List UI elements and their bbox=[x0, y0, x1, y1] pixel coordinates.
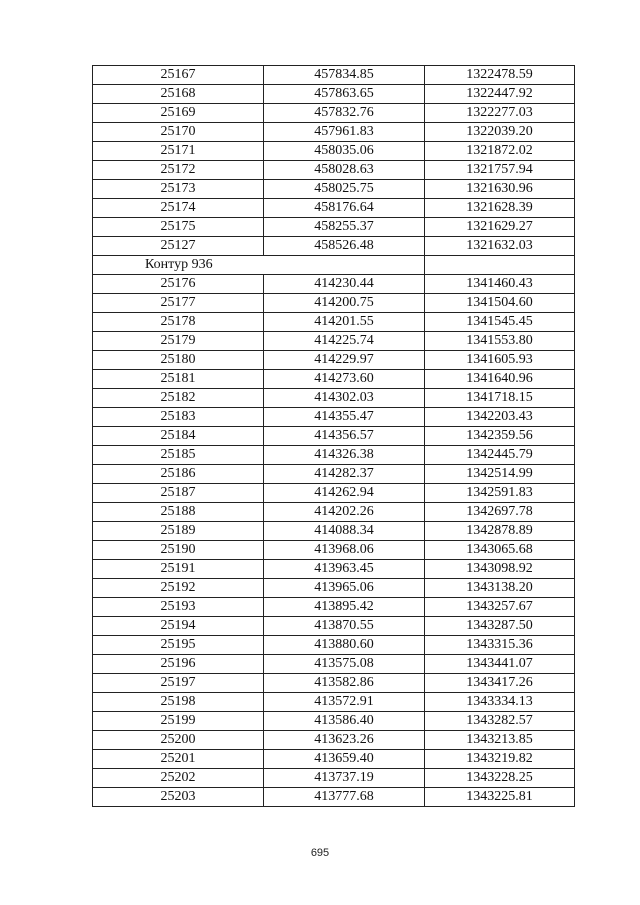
x-coordinate-cell: 413572.91 bbox=[264, 693, 425, 712]
table-row bbox=[93, 636, 575, 655]
table-row bbox=[93, 750, 575, 769]
section-label: Контур 936 bbox=[93, 256, 425, 275]
y-coordinate-cell: 1322039.20 bbox=[425, 123, 575, 142]
y-coordinate-cell: 1343228.25 bbox=[425, 769, 575, 788]
y-coordinate-cell: 1343334.13 bbox=[425, 693, 575, 712]
table-row bbox=[93, 142, 575, 161]
point-number-cell: 25195 bbox=[93, 636, 264, 655]
point-number-cell: 25187 bbox=[93, 484, 264, 503]
point-number-cell: 25167 bbox=[93, 66, 264, 85]
x-coordinate-cell: 413623.26 bbox=[264, 731, 425, 750]
x-coordinate-cell: 458526.48 bbox=[264, 237, 425, 256]
point-number-cell: 25185 bbox=[93, 446, 264, 465]
y-coordinate-cell: 1341545.45 bbox=[425, 313, 575, 332]
empty-cell bbox=[425, 256, 575, 275]
y-coordinate-cell: 1343257.67 bbox=[425, 598, 575, 617]
y-coordinate-cell: 1341460.43 bbox=[425, 275, 575, 294]
table-row bbox=[93, 104, 575, 123]
y-coordinate-cell: 1343138.20 bbox=[425, 579, 575, 598]
point-number-cell: 25186 bbox=[93, 465, 264, 484]
y-coordinate-cell: 1342591.83 bbox=[425, 484, 575, 503]
table-row bbox=[93, 389, 575, 408]
table-row bbox=[93, 199, 575, 218]
point-number-cell: 25175 bbox=[93, 218, 264, 237]
x-coordinate-cell: 414356.57 bbox=[264, 427, 425, 446]
table-row bbox=[93, 712, 575, 731]
table-row bbox=[93, 788, 575, 807]
table-row bbox=[93, 655, 575, 674]
y-coordinate-cell: 1342445.79 bbox=[425, 446, 575, 465]
y-coordinate-cell: 1343287.50 bbox=[425, 617, 575, 636]
y-coordinate-cell: 1321630.96 bbox=[425, 180, 575, 199]
point-number-cell: 25203 bbox=[93, 788, 264, 807]
x-coordinate-cell: 414229.97 bbox=[264, 351, 425, 370]
x-coordinate-cell: 414326.38 bbox=[264, 446, 425, 465]
table-row bbox=[93, 237, 575, 256]
x-coordinate-cell: 414200.75 bbox=[264, 294, 425, 313]
table-row bbox=[93, 693, 575, 712]
x-coordinate-cell: 413965.06 bbox=[264, 579, 425, 598]
point-number-cell: 25193 bbox=[93, 598, 264, 617]
y-coordinate-cell: 1341553.80 bbox=[425, 332, 575, 351]
point-number-cell: 25183 bbox=[93, 408, 264, 427]
point-number-cell: 25194 bbox=[93, 617, 264, 636]
x-coordinate-cell: 413575.08 bbox=[264, 655, 425, 674]
x-coordinate-cell: 413582.86 bbox=[264, 674, 425, 693]
point-number-cell: 25199 bbox=[93, 712, 264, 731]
point-number-cell: 25179 bbox=[93, 332, 264, 351]
table-row bbox=[93, 560, 575, 579]
table-row bbox=[93, 275, 575, 294]
point-number-cell: 25174 bbox=[93, 199, 264, 218]
table-row bbox=[93, 351, 575, 370]
x-coordinate-cell: 413777.68 bbox=[264, 788, 425, 807]
x-coordinate-cell: 413880.60 bbox=[264, 636, 425, 655]
y-coordinate-cell: 1321632.03 bbox=[425, 237, 575, 256]
x-coordinate-cell: 457863.65 bbox=[264, 85, 425, 104]
point-number-cell: 25200 bbox=[93, 731, 264, 750]
x-coordinate-cell: 414201.55 bbox=[264, 313, 425, 332]
table-row bbox=[93, 123, 575, 142]
y-coordinate-cell: 1322277.03 bbox=[425, 104, 575, 123]
table-row bbox=[93, 332, 575, 351]
x-coordinate-cell: 414282.37 bbox=[264, 465, 425, 484]
point-number-cell: 25169 bbox=[93, 104, 264, 123]
table-row bbox=[93, 598, 575, 617]
x-coordinate-cell: 413968.06 bbox=[264, 541, 425, 560]
y-coordinate-cell: 1343441.07 bbox=[425, 655, 575, 674]
x-coordinate-cell: 413737.19 bbox=[264, 769, 425, 788]
x-coordinate-cell: 414225.74 bbox=[264, 332, 425, 351]
y-coordinate-cell: 1341640.96 bbox=[425, 370, 575, 389]
point-number-cell: 25190 bbox=[93, 541, 264, 560]
table-row bbox=[93, 370, 575, 389]
y-coordinate-cell: 1343219.82 bbox=[425, 750, 575, 769]
point-number-cell: 25198 bbox=[93, 693, 264, 712]
table-row bbox=[93, 541, 575, 560]
y-coordinate-cell: 1343213.85 bbox=[425, 731, 575, 750]
x-coordinate-cell: 414262.94 bbox=[264, 484, 425, 503]
point-number-cell: 25176 bbox=[93, 275, 264, 294]
x-coordinate-cell: 413870.55 bbox=[264, 617, 425, 636]
point-number-cell: 25172 bbox=[93, 161, 264, 180]
table-row bbox=[93, 503, 575, 522]
x-coordinate-cell: 414355.47 bbox=[264, 408, 425, 427]
table-row bbox=[93, 617, 575, 636]
y-coordinate-cell: 1341504.60 bbox=[425, 294, 575, 313]
point-number-cell: 25180 bbox=[93, 351, 264, 370]
y-coordinate-cell: 1342878.89 bbox=[425, 522, 575, 541]
x-coordinate-cell: 414088.34 bbox=[264, 522, 425, 541]
point-number-cell: 25168 bbox=[93, 85, 264, 104]
y-coordinate-cell: 1343417.26 bbox=[425, 674, 575, 693]
point-number-cell: 25188 bbox=[93, 503, 264, 522]
table-row bbox=[93, 446, 575, 465]
point-number-cell: 25127 bbox=[93, 237, 264, 256]
table-row bbox=[93, 180, 575, 199]
point-number-cell: 25173 bbox=[93, 180, 264, 199]
point-number-cell: 25184 bbox=[93, 427, 264, 446]
point-number-cell: 25177 bbox=[93, 294, 264, 313]
point-number-cell: 25170 bbox=[93, 123, 264, 142]
point-number-cell: 25196 bbox=[93, 655, 264, 674]
x-coordinate-cell: 458025.75 bbox=[264, 180, 425, 199]
table-row bbox=[93, 731, 575, 750]
y-coordinate-cell: 1342514.99 bbox=[425, 465, 575, 484]
table-row bbox=[93, 465, 575, 484]
x-coordinate-cell: 458028.63 bbox=[264, 161, 425, 180]
point-number-cell: 25189 bbox=[93, 522, 264, 541]
y-coordinate-cell: 1342203.43 bbox=[425, 408, 575, 427]
table-row bbox=[93, 674, 575, 693]
y-coordinate-cell: 1343315.36 bbox=[425, 636, 575, 655]
table-row bbox=[93, 66, 575, 85]
y-coordinate-cell: 1321757.94 bbox=[425, 161, 575, 180]
table-row bbox=[93, 313, 575, 332]
x-coordinate-cell: 414202.26 bbox=[264, 503, 425, 522]
x-coordinate-cell: 413586.40 bbox=[264, 712, 425, 731]
coordinates-table bbox=[92, 65, 575, 807]
point-number-cell: 25197 bbox=[93, 674, 264, 693]
point-number-cell: 25181 bbox=[93, 370, 264, 389]
table-row bbox=[93, 85, 575, 104]
table-row bbox=[93, 579, 575, 598]
table-row bbox=[93, 218, 575, 237]
y-coordinate-cell: 1341605.93 bbox=[425, 351, 575, 370]
y-coordinate-cell: 1343282.57 bbox=[425, 712, 575, 731]
y-coordinate-cell: 1322478.59 bbox=[425, 66, 575, 85]
y-coordinate-cell: 1322447.92 bbox=[425, 85, 575, 104]
x-coordinate-cell: 414273.60 bbox=[264, 370, 425, 389]
table-row bbox=[93, 484, 575, 503]
section-row bbox=[93, 256, 575, 275]
page-number: 695 bbox=[310, 847, 330, 859]
y-coordinate-cell: 1321629.27 bbox=[425, 218, 575, 237]
table-row bbox=[93, 408, 575, 427]
x-coordinate-cell: 413659.40 bbox=[264, 750, 425, 769]
y-coordinate-cell: 1341718.15 bbox=[425, 389, 575, 408]
point-number-cell: 25171 bbox=[93, 142, 264, 161]
x-coordinate-cell: 458035.06 bbox=[264, 142, 425, 161]
x-coordinate-cell: 457961.83 bbox=[264, 123, 425, 142]
x-coordinate-cell: 414230.44 bbox=[264, 275, 425, 294]
x-coordinate-cell: 457834.85 bbox=[264, 66, 425, 85]
coordinates-table-body bbox=[93, 66, 575, 807]
x-coordinate-cell: 414302.03 bbox=[264, 389, 425, 408]
y-coordinate-cell: 1342697.78 bbox=[425, 503, 575, 522]
point-number-cell: 25178 bbox=[93, 313, 264, 332]
y-coordinate-cell: 1343225.81 bbox=[425, 788, 575, 807]
table-row bbox=[93, 522, 575, 541]
point-number-cell: 25202 bbox=[93, 769, 264, 788]
table-row bbox=[93, 427, 575, 446]
table-row bbox=[93, 294, 575, 313]
point-number-cell: 25191 bbox=[93, 560, 264, 579]
table-row bbox=[93, 161, 575, 180]
point-number-cell: 25192 bbox=[93, 579, 264, 598]
x-coordinate-cell: 413963.45 bbox=[264, 560, 425, 579]
x-coordinate-cell: 458255.37 bbox=[264, 218, 425, 237]
x-coordinate-cell: 413895.42 bbox=[264, 598, 425, 617]
y-coordinate-cell: 1321628.39 bbox=[425, 199, 575, 218]
point-number-cell: 25201 bbox=[93, 750, 264, 769]
y-coordinate-cell: 1343065.68 bbox=[425, 541, 575, 560]
y-coordinate-cell: 1343098.92 bbox=[425, 560, 575, 579]
y-coordinate-cell: 1342359.56 bbox=[425, 427, 575, 446]
y-coordinate-cell: 1321872.02 bbox=[425, 142, 575, 161]
point-number-cell: 25182 bbox=[93, 389, 264, 408]
table-row bbox=[93, 769, 575, 788]
x-coordinate-cell: 457832.76 bbox=[264, 104, 425, 123]
x-coordinate-cell: 458176.64 bbox=[264, 199, 425, 218]
